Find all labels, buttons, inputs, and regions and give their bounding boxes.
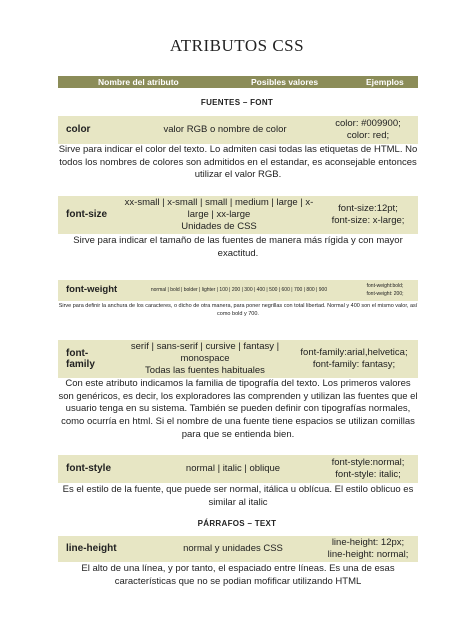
example-line: font-family:arial,helvetica; xyxy=(300,347,408,359)
attribute-examples xyxy=(322,537,418,561)
values-line: Unidades de CSS xyxy=(181,220,257,232)
attribute-row-line-height xyxy=(58,536,418,562)
attribute-row-font-size xyxy=(58,196,418,234)
example-line: line-height: normal; xyxy=(327,549,409,560)
attribute-examples xyxy=(322,118,418,142)
attribute-description: Es el estilo de la fuente, que puede ser normal, itálica u oblícua. El estilo oblicuo es similar al italic xyxy=(62,484,414,508)
example-line: font-style:normal; xyxy=(331,457,405,469)
example-line: font-style: italic; xyxy=(335,469,401,480)
attribute-description: El alto de una línea, y por tanto, el espaciado entre líneas. Es una de esas características que no se podian mofificar utilizando HTML xyxy=(81,563,395,587)
attribute-description: Sirve para indicar el color del texto. Lo admiten casi todas las etiquetas de HTML. No todos los nombres de colores son admitidos en el estandar, es aconsejable entonces utilizar el valor RGB. xyxy=(58,144,418,181)
attribute-values: normal | bold | bolder | lighter | 100 | 200 | 300 | 400 | 500 | 600 | 700 | 800 | 900 xyxy=(150,287,328,293)
attribute-row-font-style xyxy=(58,455,418,483)
values-line: xx-small | x-small | small | medium | large | x-large | xx-large xyxy=(124,197,314,221)
example-line: font-size:12pt; xyxy=(338,203,398,215)
section-heading-font: FUENTES – FONT xyxy=(200,98,274,107)
attribute-name: font-size xyxy=(66,209,108,221)
attribute-description: Sirve para indicar el tamaño de las fuentes de manera más rígida y con mayor exactitud. xyxy=(73,235,403,259)
attribute-values xyxy=(116,197,322,233)
section-heading-text: PÁRRAFOS – TEXT xyxy=(197,519,277,528)
header-col-name: Nombre del atributo xyxy=(98,77,179,87)
header-col-values: Posibles valores xyxy=(251,77,319,87)
table-header xyxy=(58,76,418,88)
attribute-row-color xyxy=(58,116,418,144)
attribute-name: line-height xyxy=(66,543,117,555)
attribute-examples xyxy=(322,457,418,481)
attribute-values: normal | italic | oblique xyxy=(185,463,281,475)
example-line: font-family: fantasy; xyxy=(312,359,396,370)
attribute-row-font-family xyxy=(58,340,418,378)
values-line: serif | sans-serif | cursive | fantasy | monospace xyxy=(130,341,280,365)
example-line: color: red; xyxy=(346,130,390,141)
attribute-examples xyxy=(322,203,418,227)
example-line: font-weight:bold; xyxy=(366,283,404,289)
example-line: font-size: x-large; xyxy=(331,215,405,226)
example-line: line-height: 12px; xyxy=(331,537,405,549)
attribute-examples xyxy=(356,283,418,298)
example-line: font-weight: 200; xyxy=(366,290,404,297)
header-col-examples: Ejemplos xyxy=(366,77,404,87)
example-line: color: #009900; xyxy=(335,118,401,130)
attribute-name: font-style xyxy=(66,463,111,475)
attribute-values: valor RGB o nombre de color xyxy=(163,124,287,136)
attribute-name: font-family xyxy=(66,347,95,370)
page-title: ATRIBUTOS CSS xyxy=(169,36,305,55)
attribute-description: Con este atributo indicamos la familia de tipografía del texto. Los primeros valores son genéricos, es decir, los exploradores las comprenden y utilizan las fuentes que el usuario tenga en su sistema. También se pueden definir con tipografías normales, como ocurría en html. Si el nombre de una fuente tiene espacios se utilizan comillas para que se entienda bien. xyxy=(58,378,418,440)
attribute-values: normal y unidades CSS xyxy=(183,543,283,555)
attribute-name: font-weight xyxy=(66,284,118,296)
attribute-row-font-weight xyxy=(58,280,418,301)
values-line: Todas las fuentes habituales xyxy=(145,364,265,376)
attribute-values xyxy=(116,341,294,377)
attribute-description: Sirve para definir la anchura de los caracteres, o dicho de otra manera, para poner negrillas con total libertad. Normal y 400 son el mismo valor, así como bold y 700. xyxy=(58,303,418,318)
attribute-name: color xyxy=(66,124,91,136)
attribute-examples xyxy=(294,347,418,371)
